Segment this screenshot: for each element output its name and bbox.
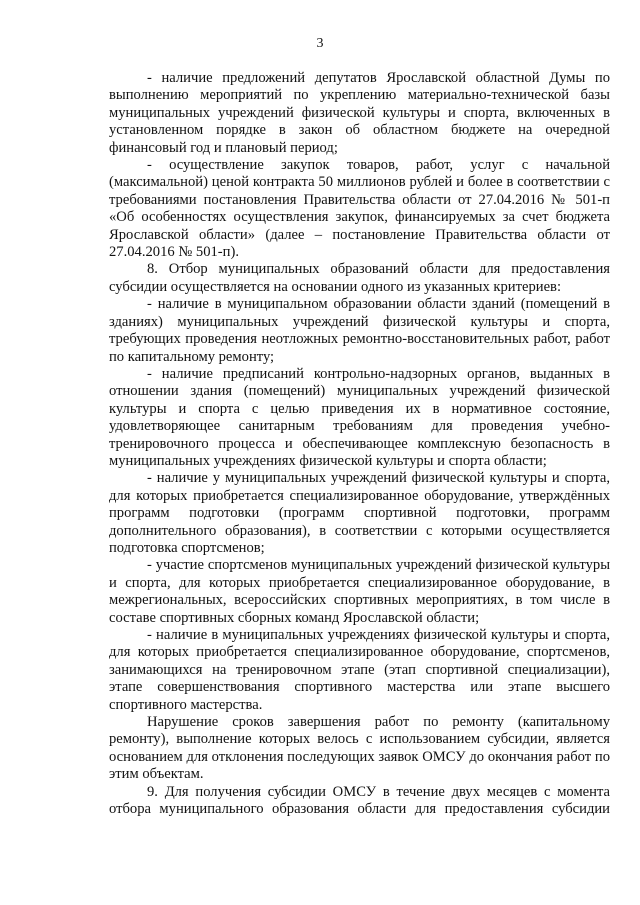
- paragraph-selection-criteria-intro: 8. Отбор муниципальных образований области для предоставления субсидии осуществляется на основании одного из указанных критериев:: [109, 261, 610, 295]
- paragraph-procurement: - осуществление закупок товаров, работ, услуг с начальной (максимальной) ценой контракта 50 миллионов рублей и более в соответствии с требованиями постановления Правительства области от 27.04.2016 № 501-п «Об особенностях осуществления закупок, финансируемых за счет бюджета Ярославской области» (далее – постановление Правительства области от 27.04.2016 № 501-п).: [109, 157, 610, 261]
- paragraph-criterion-programs: - наличие у муниципальных учреждений физической культуры и спорта, для которых приобретается специализированное оборудование, утверждённых программ подготовки (программ спортивной подготовки, программ дополнительного образования), в соответствии с которыми осуществляется подготовка спортсменов;: [109, 470, 610, 556]
- paragraph-criterion-participation: - участие спортсменов муниципальных учреждений физической культуры и спорта, для которых приобретается специализированное оборудование, в межрегиональных, всероссийских спортивных мероприятиях, в том числе в составе спортивных сборных команд Ярославской области;: [109, 557, 610, 626]
- paragraph-criterion-buildings: - наличие в муниципальном образовании области зданий (помещений в зданиях) муниципальных учреждений физической культуры и спорта, требующих проведения неотложных ремонтно-восстановительных работ, работ по капитальному ремонту;: [109, 296, 610, 365]
- paragraph-deputies-proposals: - наличие предложений депутатов Ярославской областной Думы по выполнению мероприятий по укреплению материально-технической базы муниципальных учреждений физической культуры и спорта, включенных в установленном порядке в закон об областном бюджете на очередной финансовый год и плановый период;: [109, 70, 610, 156]
- document-body: [109, 70, 610, 818]
- page-number: 3: [316, 36, 324, 51]
- paragraph-deadline-violation: Нарушение сроков завершения работ по ремонту (капитальному ремонту), выполнение которых велось с использованием субсидии, является основанием для отклонения последующих заявок ОМСУ до окончания работ по этим объектам.: [109, 714, 610, 783]
- paragraph-criterion-inspections: - наличие предписаний контрольно-надзорных органов, выданных в отношении здания (помещений) муниципальных учреждений физической культуры и спорта с целью приведения их в нормативное состояние, удовлетворяющее санитарным требованиям для проведения учебно-тренировочного процесса и обеспечивающее комплексную безопасность в муниципальных учреждениях физической культуры и спорта области;: [109, 365, 610, 469]
- paragraph-criterion-athletes: - наличие в муниципальных учреждениях физической культуры и спорта, для которых приобретается специализированное оборудование, спортсменов, занимающихся на тренировочном этапе (этап спортивной специализации), этапе совершенствования спортивного мастерства или этапе высшего спортивного мастерства.: [109, 627, 610, 713]
- paragraph-subsidy-application: 9. Для получения субсидии ОМСУ в течение двух месяцев с момента отбора муниципального образования области для предоставления субсидии: [109, 783, 610, 818]
